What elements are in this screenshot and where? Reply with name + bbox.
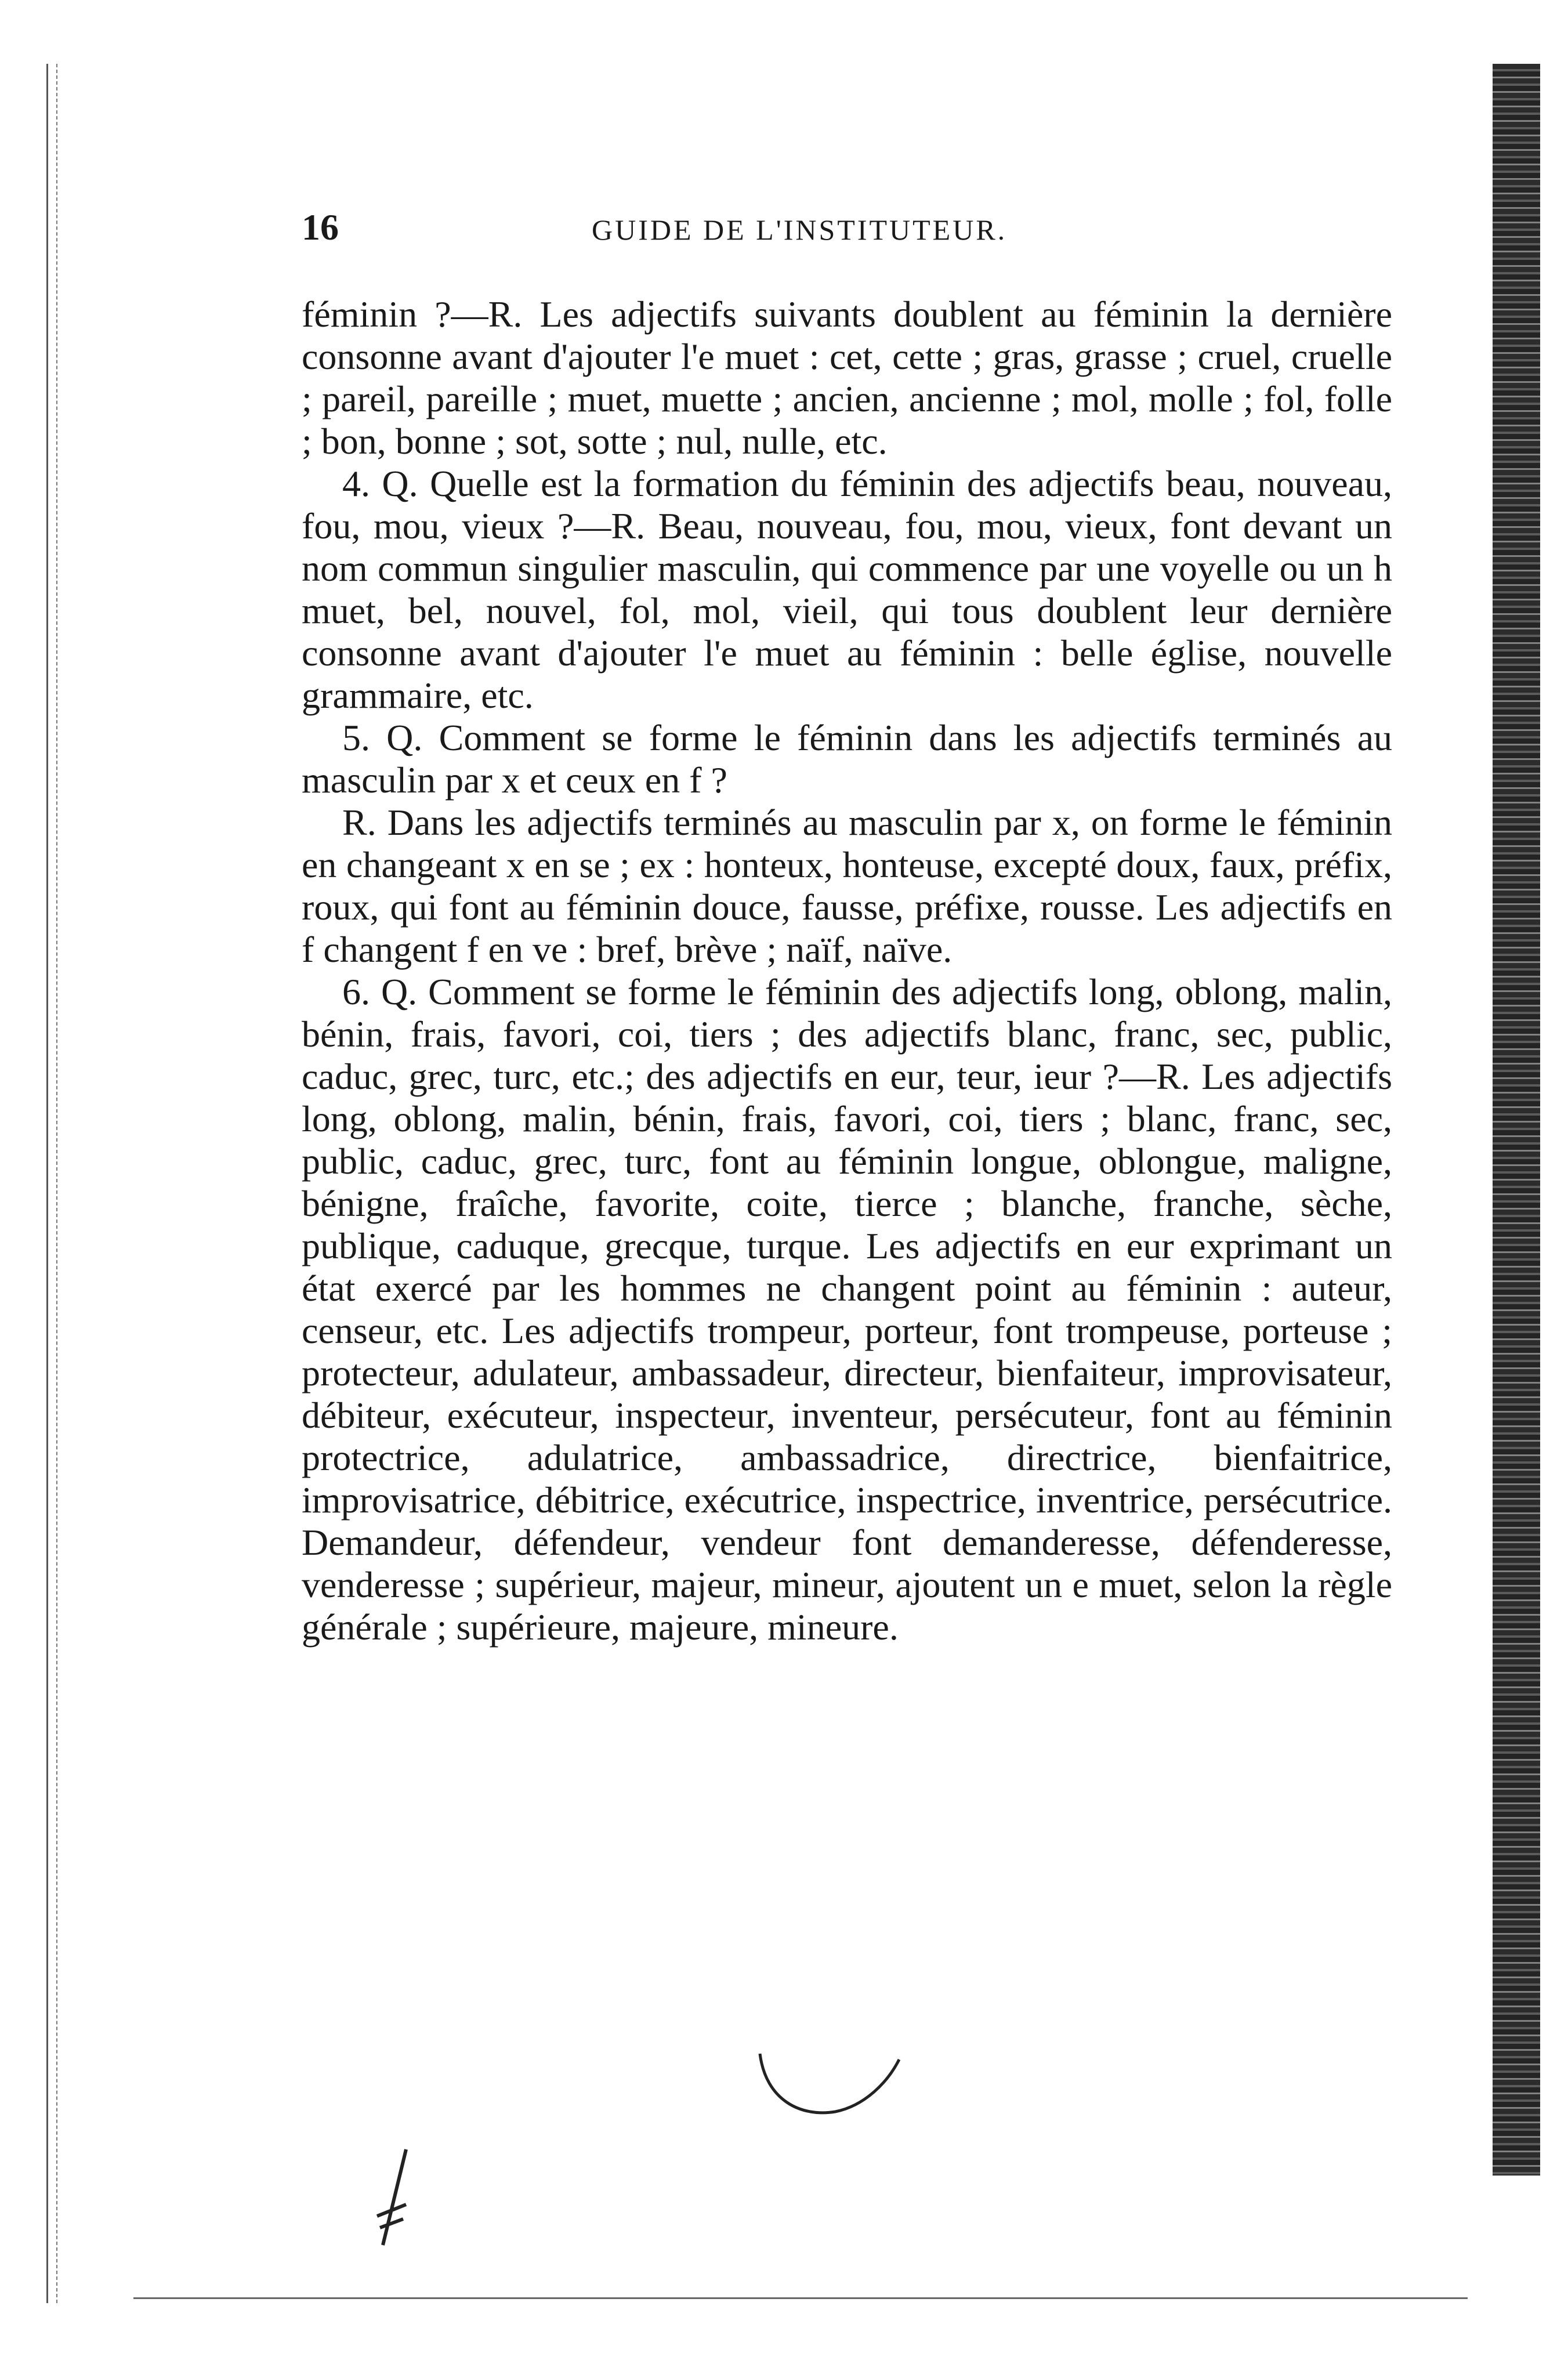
page-edge-bottom <box>133 2297 1468 2299</box>
paragraph-question-5: 5. Q. Comment se forme le féminin dans les adjectifs terminés au masculin par x et ceux en f ? <box>302 717 1392 801</box>
paragraph-question-4: 4. Q. Quelle est la formation du féminin des adjectifs beau, nouveau, fou, mou, vieux ?—R. Beau, nouveau, fou, mou, vieux, font devant un nom commun singulier masculin, qui commence par une voyelle ou un h muet, bel, nouvel, fol, mol, vieil, qui tous doublent leur dernière consonne avant d'ajouter l'e muet au féminin : belle église, nouvelle grammaire, etc. <box>302 463 1392 716</box>
page-body <box>302 293 1392 1648</box>
pen-underline-mark <box>754 2048 905 2123</box>
book-binding-edge <box>1493 64 1540 2175</box>
paragraph-continuation: féminin ?—R. Les adjectifs suivants doublent au féminin la dernière consonne avant d'ajouter l'e muet : cet, cette ; gras, grasse ; cruel, cruelle ; pareil, pareille ; muet, muette ; ancien, ancienne ; mol, molle ; fol, folle ; bon, bonne ; sot, sotte ; nul, nulle, etc. <box>302 294 1392 462</box>
paragraph-question-6: 6. Q. Comment se forme le féminin des adjectifs long, oblong, malin, bénin, frais, favori, coi, tiers ; des adjectifs blanc, franc, sec, public, caduc, grec, turc, etc.; des adjectifs en eur, teur, ieur ?—R. Les adjectifs long, oblong, malin, bénin, frais, favori, coi, tiers ; blanc, franc, sec, public, caduc, grec, turc, font au féminin longue, oblongue, maligne, bénigne, fraîche, favorite, coite, tierce ; blanche, franche, sèche, publique, caduque, grecque, turque. Les adjectifs en eur exprimant un état exercé par les hommes ne changent point au féminin : auteur, censeur, etc. Les adjectifs trompeur, porteur, font trompeuse, porteuse ; protecteur, adulateur, ambassadeur, directeur, bienfaiteur, improvisateur, débiteur, exécuteur, inspecteur, inventeur, persécuteur, font au féminin protectrice, adulatrice, ambassadrice, directrice, bienfaitrice, improvisatrice, débitrice, exécutrice, inspectrice, inventrice, persécutrice. Demandeur, défendeur, vendeur font demanderesse, défenderesse, venderesse ; supérieur, majeur, mineur, ajoutent un e muet, selon la règle générale ; supérieure, majeure, mineure. <box>302 971 1392 1648</box>
pen-scribble-mark <box>371 2146 418 2251</box>
running-head: GUIDE DE L'INSTITUTEUR. <box>592 213 1008 246</box>
page-header <box>302 206 1357 258</box>
paragraph-answer-5: R. Dans les adjectifs terminés au masculin par x, on forme le féminin en changeant x en se ; ex : honteux, honteuse, excepté doux, faux, préfix, roux, qui font au féminin douce, fausse, préfixe, rousse. Les adjectifs en f changent f en ve : bref, brève ; naïf, naïve. <box>302 802 1392 970</box>
page-edge-left <box>46 64 57 2303</box>
page-number: 16 <box>302 207 339 248</box>
